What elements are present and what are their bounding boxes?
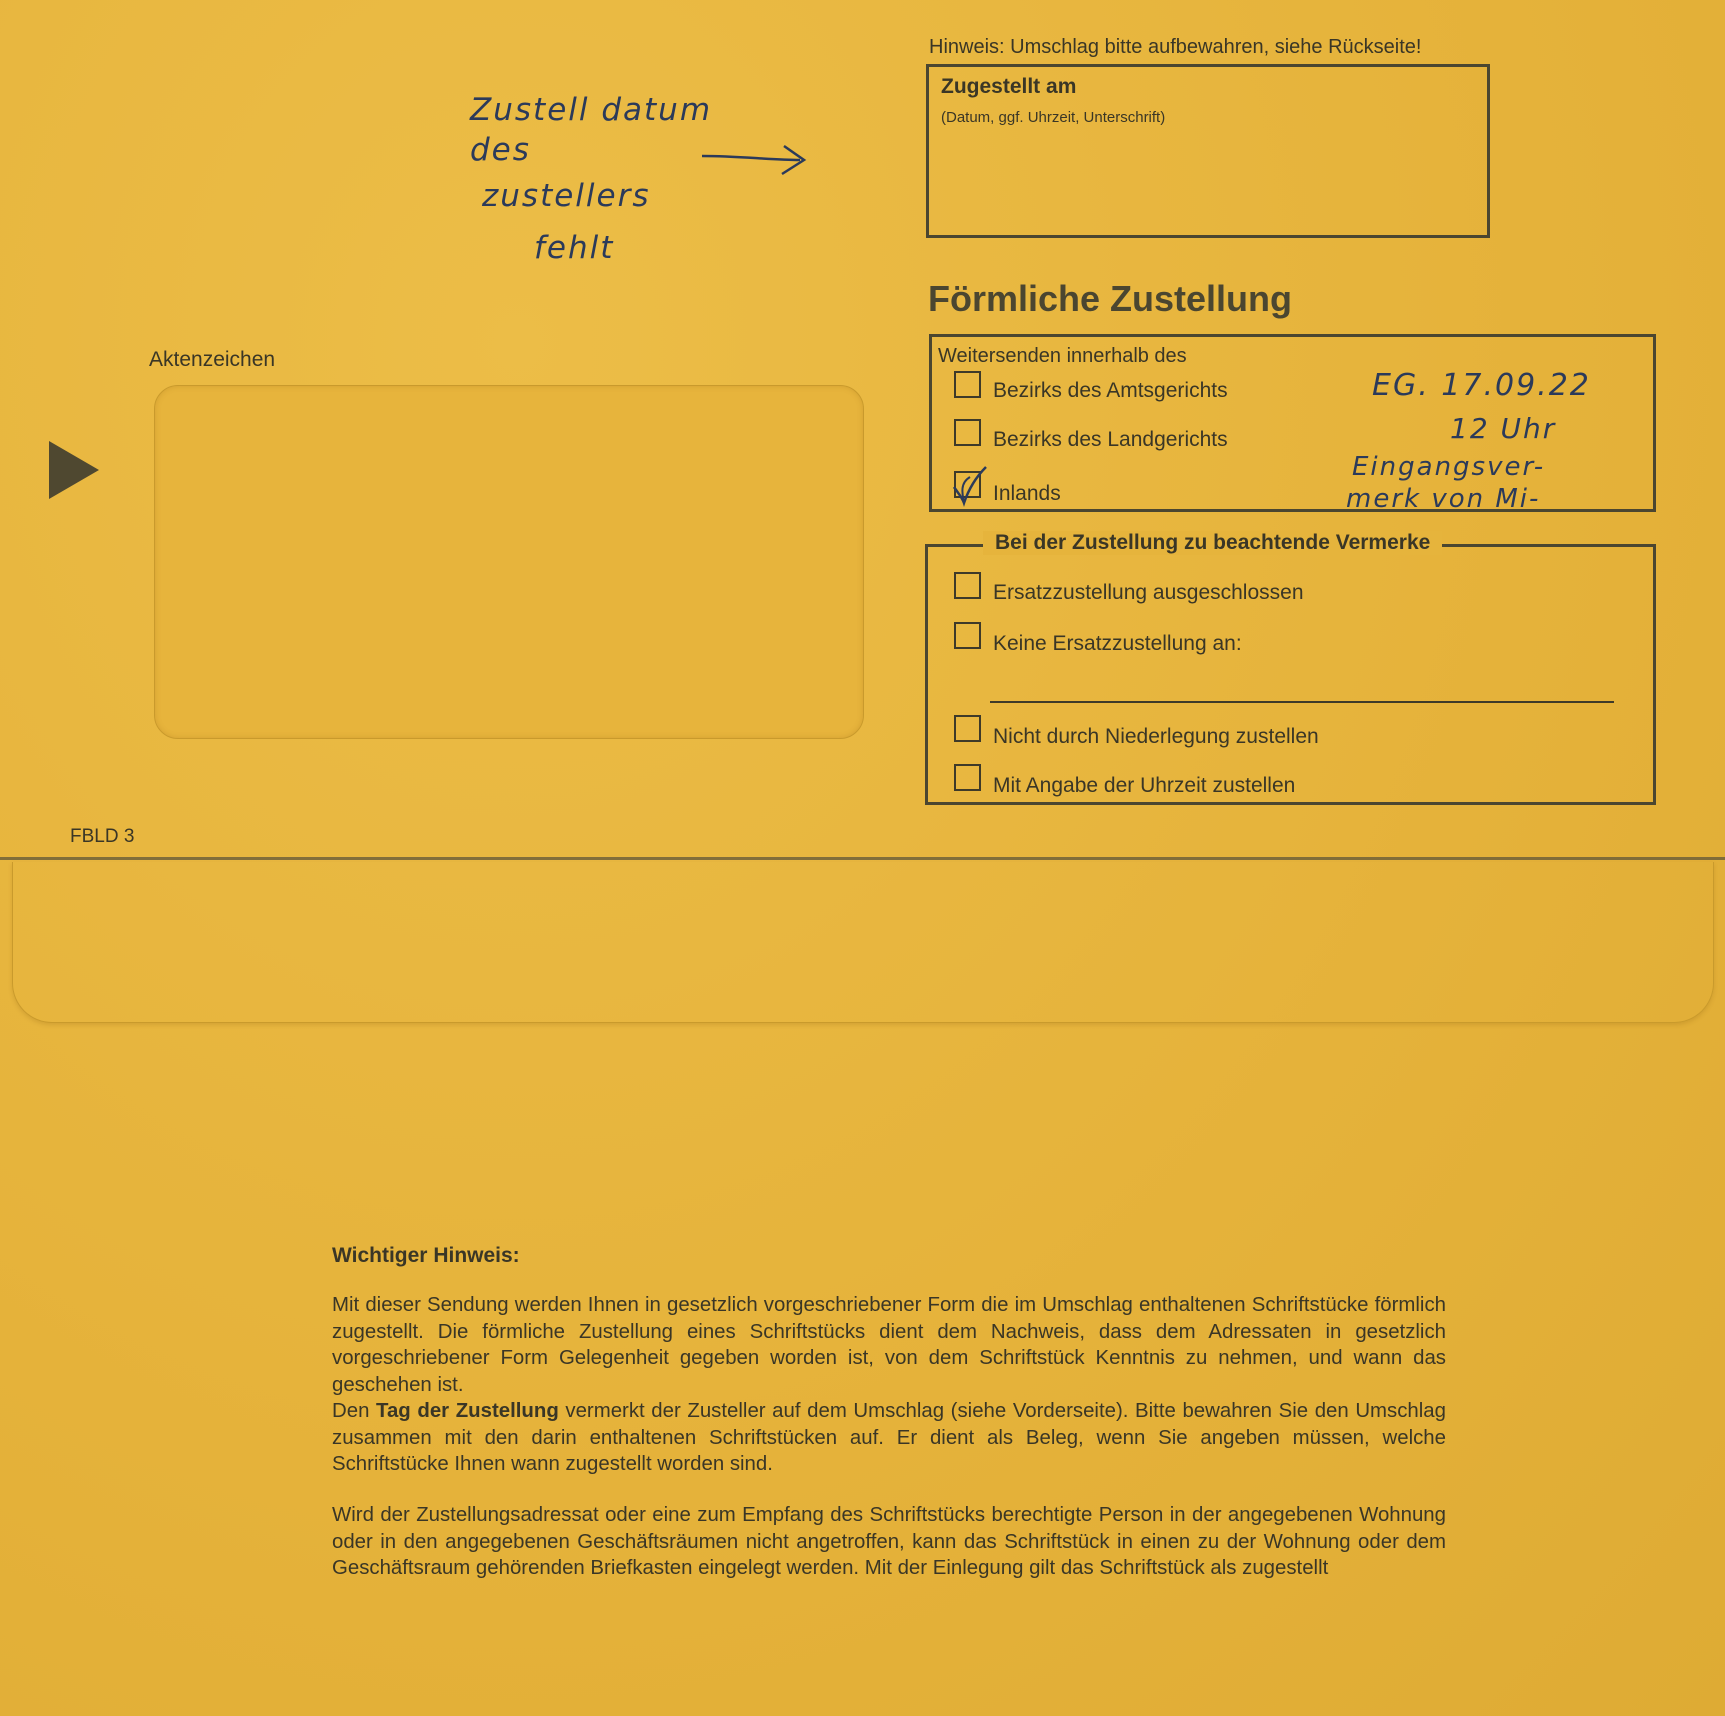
checkbox-uhrzeit-label: Mit Angabe der Uhrzeit zustellen <box>993 774 1296 797</box>
checkbox-amtsgericht[interactable] <box>954 371 981 398</box>
aktenzeichen-label: Aktenzeichen <box>149 348 276 371</box>
handwriting-right-4: merk von Mi- <box>1346 484 1541 514</box>
fold-line <box>0 857 1725 860</box>
handwriting-left-3: zustellers <box>482 178 651 214</box>
checkbox-niederlegung-label: Nicht durch Niederlegung zustellen <box>993 725 1319 748</box>
arrow-icon <box>700 140 810 180</box>
handwriting-right-2: 12 Uhr <box>1450 412 1557 445</box>
paragraph-2 <box>332 1398 1446 1478</box>
zugestellt-subtitle: (Datum, ggf. Uhrzeit, Unterschrift) <box>941 109 1166 126</box>
handwriting-left-1: Zustell datum <box>470 92 713 128</box>
checkbox-keine-ersatz[interactable] <box>954 622 981 649</box>
page-title: Förmliche Zustellung <box>928 278 1293 319</box>
keine-ersatz-line[interactable] <box>990 701 1614 703</box>
hint-top: Hinweis: Umschlag bitte aufbewahren, siehe Rückseite! <box>929 36 1422 58</box>
checkbox-ersatz-ausgeschlossen-label: Ersatzzustellung ausgeschlossen <box>993 581 1304 604</box>
paragraph-1: Mit dieser Sendung werden Ihnen in gesetzlich vorgeschriebener Form die im Umschlag enthaltenen Schriftstücke förmlich zugestellt. Die förmliche Zustellung eines Schriftstücks dient dem Nachweis, dass dem Adressaten in gesetzlich vorgeschriebener Form Gelegenheit gegeben worden ist, von dem Schriftstück Kenntnis zu nehmen, und wann das geschehen ist. <box>332 1294 1446 1396</box>
paragraph-2-bold: Tag der Zustellung <box>376 1400 559 1422</box>
zugestellt-title: Zugestellt am <box>941 75 1077 98</box>
address-window <box>154 385 864 739</box>
vermerke-box <box>925 531 1656 805</box>
checkbox-amtsgericht-label: Bezirks des Amtsgerichts <box>993 379 1228 402</box>
zugestellt-box <box>926 64 1490 238</box>
checkbox-landgericht[interactable] <box>954 419 981 446</box>
check-mark-icon <box>948 463 992 507</box>
checkbox-inlands-label: Inlands <box>993 482 1061 505</box>
paragraph-2-post: vermerkt der Zusteller auf dem Umschlag (siehe Vorderseite). Bitte bewahren Sie den Umschlag zusammen mit den darin enthaltenen Schriftstücken auf. Er dient als Beleg, wenn Sie angeben müssen, welche Schriftstücke Ihnen wann zugestellt worden sind. <box>332 1400 1446 1475</box>
handwriting-left-4: fehlt <box>534 230 615 266</box>
handwriting-right-1: EG. 17.09.22 <box>1372 368 1591 403</box>
vermerke-title: Bei der Zustellung zu beachtende Vermerke <box>983 531 1442 555</box>
weitersenden-label: Weitersenden innerhalb des <box>938 345 1187 367</box>
form-code: FBLD 3 <box>70 826 135 847</box>
checkbox-niederlegung[interactable] <box>954 715 981 742</box>
handwriting-left-2: des <box>470 132 531 168</box>
paragraph-3: Wird der Zustellungsadressat oder eine zum Empfang des Schriftstücks berechtigte Person in der angegebenen Wohnung oder in den angegebenen Geschäftsräumen nicht angetroffen, kann das Schriftstück in einen zu der Wohnung oder dem Geschäftsraum gehörenden Briefkasten eingelegt werden. Mit der Einlegung gilt das Schriftstück als zugestellt <box>332 1504 1446 1579</box>
handwriting-right-3: Eingangsver- <box>1352 452 1546 482</box>
paragraph-2-pre: Den <box>332 1400 377 1422</box>
checkbox-landgericht-label: Bezirks des Landgerichts <box>993 428 1228 451</box>
checkbox-inlands[interactable] <box>954 471 981 498</box>
important-title: Wichtiger Hinweis: <box>332 1244 520 1267</box>
triangle-marker-icon <box>49 441 99 499</box>
checkbox-uhrzeit[interactable] <box>954 764 981 791</box>
checkbox-ersatz-ausgeschlossen[interactable] <box>954 572 981 599</box>
envelope-flap <box>12 862 1714 1023</box>
checkbox-keine-ersatz-label: Keine Ersatzzustellung an: <box>993 632 1242 655</box>
